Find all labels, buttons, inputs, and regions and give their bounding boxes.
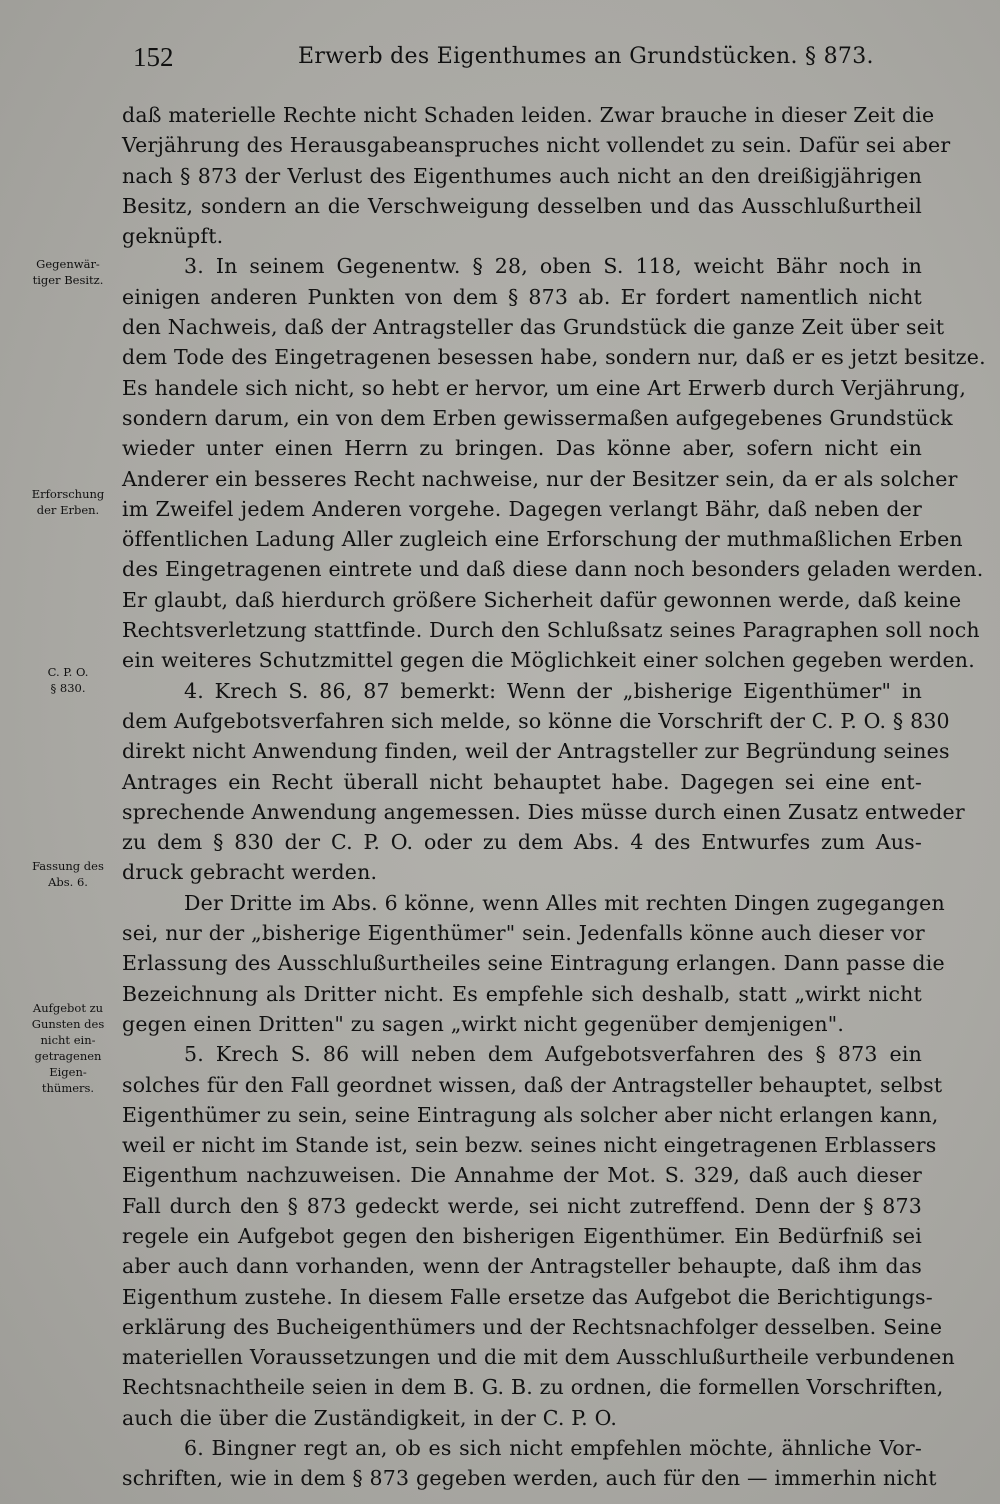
text-line: Fall durch den § 873 gedeckt werde, sei nicht zutreffend. Denn der § 873 — [122, 1193, 922, 1218]
margin-note-line: tiger Besitz. — [32, 273, 104, 287]
text-line: ein weiteres Schutzmittel gegen die Möglichkeit einer solchen gegeben werden. — [122, 648, 975, 673]
text-line: nach § 873 der Verlust des Eigenthumes auch nicht an den dreißigjährigen — [122, 163, 922, 188]
text-line: Rechtsverletzung stattfinde. Durch den Schlußsatz seines Paragraphen soll noch — [122, 618, 980, 643]
text-line: im Zweifel jedem Anderen vorgehe. Dagegen verlangt Bähr, daß neben der — [122, 496, 922, 521]
text-line: Eigenthum zustehe. In diesem Falle ersetze das Aufgebot die Berichtigungs- — [122, 1284, 933, 1309]
text-line: sprechende Anwendung angemessen. Dies müsse durch einen Zusatz entweder — [122, 799, 965, 824]
text-line: des Eingetragenen eintrete und daß diese dann noch besonders geladen werden. — [122, 557, 984, 582]
text-line: sondern darum, ein von dem Erben gewissermaßen aufgegebenes Grundstück — [122, 405, 953, 430]
margin-note-line: Aufgebot zu — [32, 1001, 104, 1015]
text-line: gegen einen Dritten" zu sagen „wirkt nicht gegenüber demjenigen". — [122, 1011, 845, 1036]
text-line: Rechtsnachtheile seien in dem B. G. B. zu ordnen, die formellen Vorschriften, — [122, 1375, 944, 1400]
page-number: 152 — [133, 42, 174, 72]
text-line: erklärung des Bucheigenthümers und der Rechtsnachfolger desselben. Seine — [122, 1314, 943, 1339]
text-line: Bezeichnung als Dritter nicht. Es empfehle sich deshalb, statt „wirkt nicht — [122, 981, 922, 1006]
margin-note-line: getragenen — [34, 1049, 102, 1063]
text-line: direkt nicht Anwendung finden, weil der Antragsteller zur Begründung seines — [122, 739, 950, 764]
text-line: einigen anderen Punkten von dem § 873 ab. Er fordert namentlich nicht — [122, 284, 922, 309]
text-line: materiellen Voraussetzungen und die mit dem Ausschlußurtheile verbundenen — [122, 1345, 955, 1370]
text-line: Antrages ein Recht überall nicht behauptet habe. Dagegen sei eine ent- — [122, 769, 922, 794]
margin-note-line: Abs. 6. — [48, 875, 88, 889]
margin-note-line: Eigen- — [49, 1065, 87, 1079]
margin-note-line: der Erben. — [36, 503, 100, 517]
text-line: zu dem § 830 der C. P. O. oder zu dem Abs. 4 des Entwurfes zum Aus- — [122, 830, 922, 855]
margin-note-heirs-inquiry — [18, 486, 118, 518]
text-line: 3. In seinem Gegenentw. § 28, oben S. 118, weicht Bähr noch in — [184, 254, 922, 279]
margin-note-line: § 830. — [50, 681, 86, 695]
text-line: schriften, wie in dem § 873 gegeben werden, auch für den — immerhin nicht — [122, 1466, 937, 1491]
text-line: 4. Krech S. 86, 87 bemerkt: Wenn der „bisherige Eigenthümer" in — [184, 678, 922, 703]
text-line: Verjährung des Herausgabeanspruches nicht vollendet zu sein. Dafür sei aber — [122, 133, 951, 158]
text-line: regele ein Aufgebot gegen den bisherigen Eigenthümer. Ein Bedürfniß sei — [122, 1223, 922, 1248]
margin-note-line: C. P. O. — [47, 665, 89, 679]
margin-note-line: nicht ein- — [40, 1033, 96, 1047]
text-line: wieder unter einen Herrn zu bringen. Das könne aber, sofern nicht ein — [122, 436, 922, 461]
text-line: auch die über die Zuständigkeit, in der C. P. O. — [122, 1405, 618, 1430]
margin-note-public-summons — [18, 1000, 118, 1096]
text-line: den Nachweis, daß der Antragsteller das Grundstück die ganze Zeit über seit — [122, 315, 945, 340]
page-header — [133, 42, 923, 76]
margin-note-line: Gunsten des — [31, 1017, 105, 1031]
margin-note-line: Gegenwär- — [36, 257, 100, 271]
text-line: dem Tode des Eingetragenen besessen habe, sondern nur, daß er es jetzt besitze. — [122, 345, 986, 370]
margin-note-wording — [18, 858, 118, 890]
text-line: Eigenthümer zu sein, seine Eintragung als solcher aber nicht erlangen kann, — [122, 1102, 939, 1127]
text-line: solches für den Fall geordnet wissen, daß der Antragsteller behauptet, selbst — [122, 1072, 943, 1097]
text-line: dem Aufgebotsverfahren sich melde, so könne die Vorschrift der C. P. O. § 830 — [122, 708, 950, 733]
margin-note-cpo — [18, 664, 118, 696]
margin-note-current-possession — [18, 256, 118, 288]
text-line: druck gebracht werden. — [122, 860, 378, 885]
text-line: 5. Krech S. 86 will neben dem Aufgebotsverfahren des § 873 ein — [184, 1042, 922, 1067]
text-line: Er glaubt, daß hierdurch größere Sicherheit dafür gewonnen werde, daß keine — [122, 587, 962, 612]
text-line: Eigenthum nachzuweisen. Die Annahme der Mot. S. 329, daß auch dieser — [122, 1163, 922, 1188]
text-line: Anderer ein besseres Recht nachweise, nur der Besitzer sein, da er als solcher — [122, 466, 958, 491]
text-line: sei, nur der „bisherige Eigenthümer" sein. Jedenfalls könne auch dieser vor — [122, 921, 925, 946]
text-line: weil er nicht im Stande ist, sein bezw. seines nicht eingetragenen Erblassers — [122, 1133, 937, 1158]
margin-note-line: Fassung des — [32, 859, 104, 873]
text-line: Es handele sich nicht, so hebt er hervor, um eine Art Erwerb durch Verjährung, — [122, 375, 967, 400]
body-text — [122, 100, 986, 1494]
text-line: 6. Bingner regt an, ob es sich nicht empfehlen möchte, ähnliche Vor- — [184, 1436, 922, 1461]
text-line: aber auch dann vorhanden, wenn der Antragsteller behaupte, daß ihm das — [122, 1254, 922, 1279]
text-line: daß materielle Rechte nicht Schaden leiden. Zwar brauche in dieser Zeit die — [122, 103, 935, 127]
text-line: geknüpft. — [122, 224, 224, 249]
margin-note-line: Erforschung — [31, 487, 105, 501]
text-line: Der Dritte im Abs. 6 könne, wenn Alles mit rechten Dingen zugegangen — [184, 890, 945, 915]
running-head: Erwerb des Eigenthumes an Grundstücken. § 873. — [298, 44, 874, 69]
text-line: Erlassung des Ausschlußurtheiles seine Eintragung erlangen. Dann passe die — [122, 951, 945, 976]
text-line: öffentlichen Ladung Aller zugleich eine Erforschung der muthmaßlichen Erben — [122, 527, 963, 552]
text-line: Besitz, sondern an die Verschweigung desselben und das Ausschlußurtheil — [122, 193, 922, 218]
margin-note-line: thümers. — [41, 1081, 95, 1095]
